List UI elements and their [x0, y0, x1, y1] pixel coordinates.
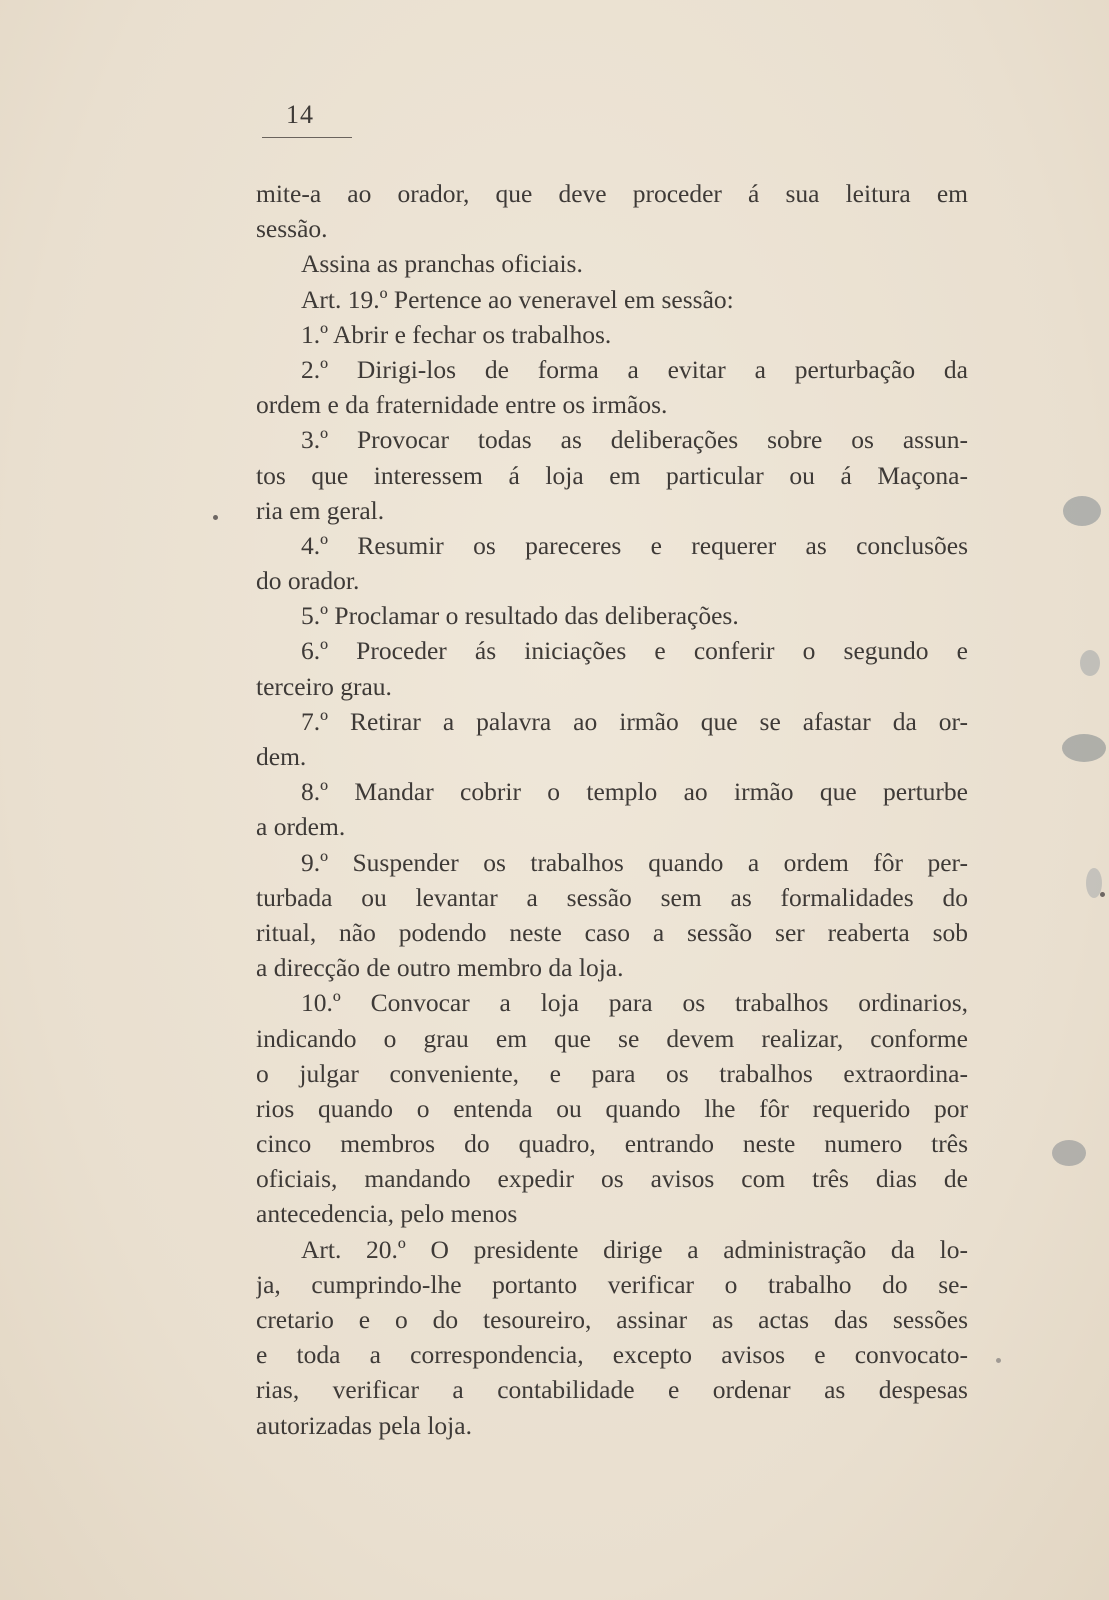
- text-line: oficiais, mandando expedir os avisos com três dias de: [256, 1164, 968, 1194]
- text-line: ja, cumprindo-lhe portanto verificar o trabalho do se-: [256, 1269, 968, 1299]
- text-line: o julgar conveniente, e para os trabalhos extraordina-: [256, 1058, 968, 1088]
- text-line: Art. 19.º Pertence ao veneravel em sessão:: [301, 284, 734, 314]
- text-line: 5.º Proclamar o resultado das deliberações.: [301, 601, 739, 631]
- text-line: sessão.: [256, 214, 328, 244]
- text-line: 2.º Dirigi-los de forma a evitar a perturbação da: [301, 354, 968, 384]
- text-line: Assina as pranchas oficiais.: [301, 249, 583, 279]
- text-line: cretario e o do tesoureiro, assinar as actas das sessões: [256, 1305, 968, 1334]
- text-line: a ordem.: [256, 812, 346, 842]
- header-rule: [262, 137, 352, 138]
- text-line: Art. 20.º O presidente dirige a administração da lo-: [301, 1234, 968, 1264]
- ink-speck: [213, 515, 218, 520]
- text-line: a direcção de outro membro da loja.: [256, 953, 624, 983]
- text-line: ordem e da fraternidade entre os irmãos.: [256, 390, 668, 420]
- text-line: rias, verificar a contabilidade e ordenar as despesas: [256, 1375, 968, 1405]
- text-line: e toda a correspondencia, excepto avisos e convocato-: [256, 1340, 968, 1370]
- body-text: [256, 176, 968, 1443]
- page-number: 14: [286, 100, 314, 129]
- text-line: indicando o grau em que se devem realizar, conforme: [256, 1023, 968, 1053]
- text-line: turbada ou levantar a sessão sem as formalidades do: [256, 882, 968, 912]
- text-line: autorizadas pela loja.: [256, 1410, 472, 1440]
- text-line: cinco membros do quadro, entrando neste numero três: [256, 1129, 968, 1159]
- paper-stain: [1052, 1140, 1086, 1166]
- ink-speck: [996, 1358, 1001, 1363]
- text-line: ria em geral.: [256, 495, 385, 525]
- text-line: antecedencia, pelo menos: [256, 1199, 518, 1229]
- text-line: 4.º Resumir os pareceres e requerer as conclusões: [301, 530, 968, 560]
- text-line: 10.º Convocar a loja para os trabalhos ordinarios,: [301, 988, 968, 1018]
- text-line: rios quando o entenda ou quando lhe fôr requerido por: [256, 1093, 968, 1123]
- paper-stain: [1063, 496, 1101, 526]
- text-line: do orador.: [256, 566, 360, 596]
- text-line: tos que interessem á loja em particular ou á Maçona-: [256, 460, 968, 490]
- text-line: 3.º Provocar todas as deliberações sobre os assun-: [301, 425, 968, 455]
- paper-stain: [1062, 734, 1106, 762]
- text-line: mite-a ao orador, que deve proceder á sua leitura em: [256, 179, 968, 208]
- text-line: ritual, não podendo neste caso a sessão ser reaberta sob: [256, 917, 968, 947]
- text-line: 6.º Proceder ás iniciações e conferir o segundo e: [301, 636, 968, 666]
- text-line: 8.º Mandar cobrir o templo ao irmão que perturbe: [301, 777, 968, 807]
- paper-stain: [1080, 650, 1100, 676]
- text-line: dem.: [256, 742, 307, 771]
- text-line: 7.º Retirar a palavra ao irmão que se afastar da or-: [301, 706, 968, 736]
- text-line: 9.º Suspender os trabalhos quando a ordem fôr per-: [301, 847, 968, 877]
- text-line: terceiro grau.: [256, 671, 392, 701]
- ink-speck: [1100, 892, 1105, 897]
- text-line: 1.º Abrir e fechar os trabalhos.: [301, 319, 612, 349]
